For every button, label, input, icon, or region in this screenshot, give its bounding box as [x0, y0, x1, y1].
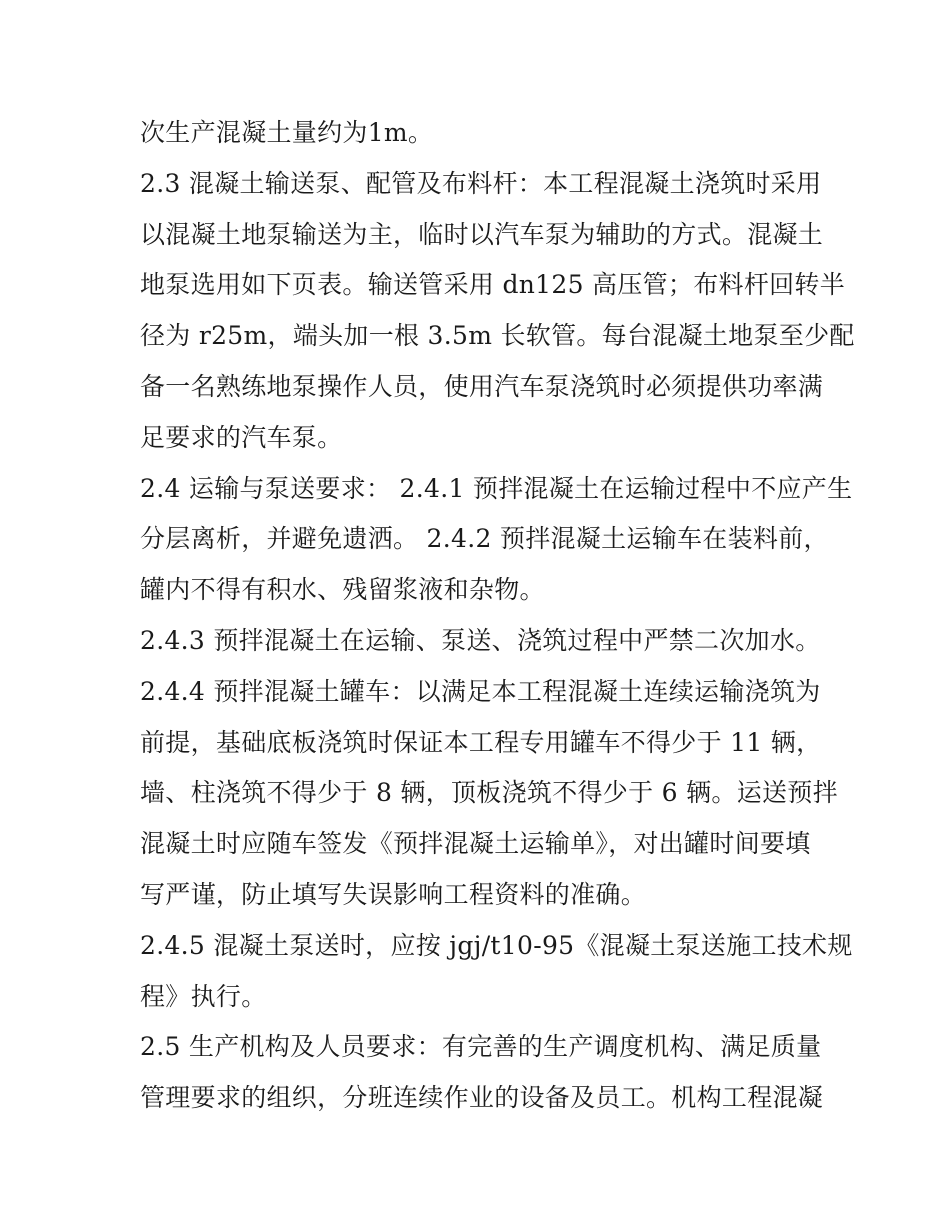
text-line: 足要求的汽车泵。	[140, 422, 343, 452]
text-line: 罐内不得有积水、残留浆液和杂物。	[140, 575, 545, 605]
text-line: 管理要求的组织，分班连续作业的设备及员工。机构工程混凝	[140, 1083, 824, 1113]
text-line: 写严谨，防止填写失误影响工程资料的准确。	[140, 879, 647, 909]
text-line: 备一名熟练地泵操作人员，使用汽车泵浇筑时必须提供功率满	[140, 371, 824, 401]
text-line: 2.4.3 预拌混凝土在运输、泵送、浇筑过程中严禁二次加水。	[140, 625, 821, 655]
text-line: 次生产混凝土量约为1m。	[140, 118, 434, 147]
text-line: 程》执行。	[140, 981, 267, 1011]
text-line: 径为 r25m，端头加一根 3.5m 长软管。每台混凝土地泵至少配	[140, 321, 855, 351]
text-line: 2.5 生产机构及人员要求：有完善的生产调度机构、满足质量	[140, 1032, 822, 1062]
text-line: 混凝土时应随车签发《预拌混凝土运输单》，对出罐时间要填	[140, 829, 811, 859]
text-line: 2.4 运输与泵送要求： 2.4.1 预拌混凝土在运输过程中不应产生	[140, 473, 853, 503]
text-line: 2.3 混凝土输送泵、配管及布料杆：本工程混凝土浇筑时采用	[140, 168, 822, 198]
body-text	[140, 108, 855, 1124]
text-line: 以混凝土地泵输送为主，临时以汽车泵为辅助的方式。混凝土	[140, 219, 824, 249]
text-line: 2.4.4 预拌混凝土罐车：以满足本工程混凝土连续运输浇筑为	[140, 676, 821, 706]
text-line: 2.4.5 混凝土泵送时，应按 jgj/t10-95《混凝土泵送施工技术规	[140, 930, 853, 960]
text-line: 前提，基础底板浇筑时保证本工程专用罐车不得少于 11 辆，	[140, 727, 822, 757]
text-line: 地泵选用如下页表。输送管采用 dn125 高压管；布料杆回转半	[140, 270, 846, 300]
text-line: 墙、柱浇筑不得少于 8 辆，顶板浇筑不得少于 6 辆。运送预拌	[140, 778, 838, 808]
text-line: 分层离析，并避免遗洒。 2.4.2 预拌混凝土运输车在装料前，	[140, 524, 829, 554]
